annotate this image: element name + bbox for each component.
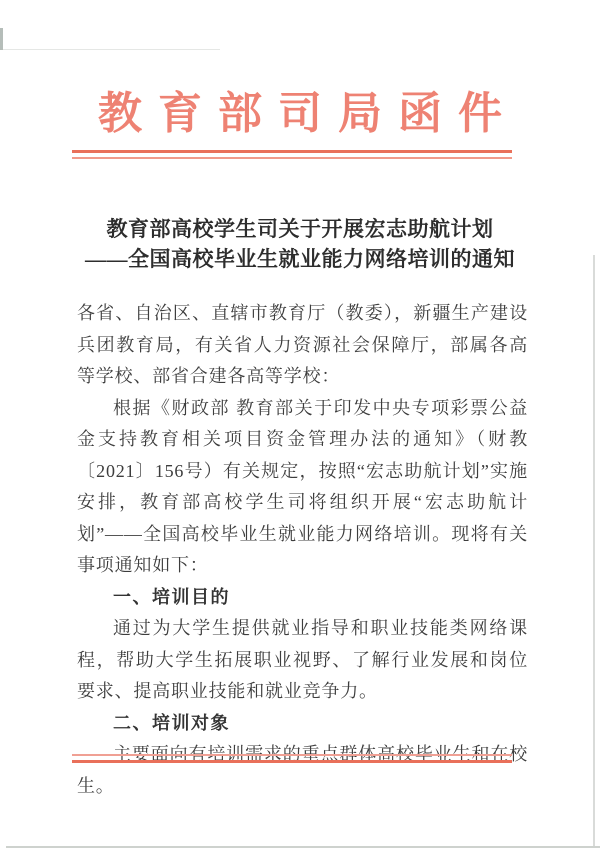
paragraph-training-audience: 主要面向有培训需求的重点群体高校毕业生和在校生。 — [77, 744, 528, 796]
section-heading-training-audience: 二、培训对象 — [113, 712, 230, 733]
footer-divider — [72, 754, 512, 763]
letterhead-title: 教育部司局函件 — [98, 89, 518, 138]
paragraph-training-purpose: 通过为大学生提供就业指导和职业技能类网络课程，帮助大学生拓展职业视野、了解行业发展和岗位要求、提高职业技能和就业竞争力。 — [77, 618, 528, 701]
recipients-line: 各省、自治区、直辖市教育厅（教委），新疆生产建设兵团教育局，有关省人力资源社会保障厅，部属各高等学校、部省合建各高等学校： — [77, 303, 528, 386]
letterhead-divider-top — [72, 150, 512, 159]
document-title-line1: 教育部高校学生司关于开展宏志助航计划 — [106, 217, 494, 241]
section-heading-training-purpose: 一、培训目的 — [113, 586, 230, 607]
document-body — [77, 298, 528, 802]
document-title-line2: ——全国高校毕业生就业能力网络培训的通知 — [85, 247, 515, 271]
scan-mark-artifact-left — [0, 28, 3, 50]
scan-smudge-artifact-top — [0, 49, 220, 50]
scan-edge-artifact-right — [593, 255, 595, 848]
document-title — [0, 214, 600, 274]
paragraph-policy-basis: 根据《财政部 教育部关于印发中央专项彩票公益金支持教育相关项目资金管理办法的通知》（财教〔2021〕156号）有关规定，按照“宏志助航计划”实施安排，教育部高校学生司将组织开展“宏志助航计划”——全国高校毕业生就业能力网络培训。现将有关事项通知如下： — [77, 397, 528, 575]
